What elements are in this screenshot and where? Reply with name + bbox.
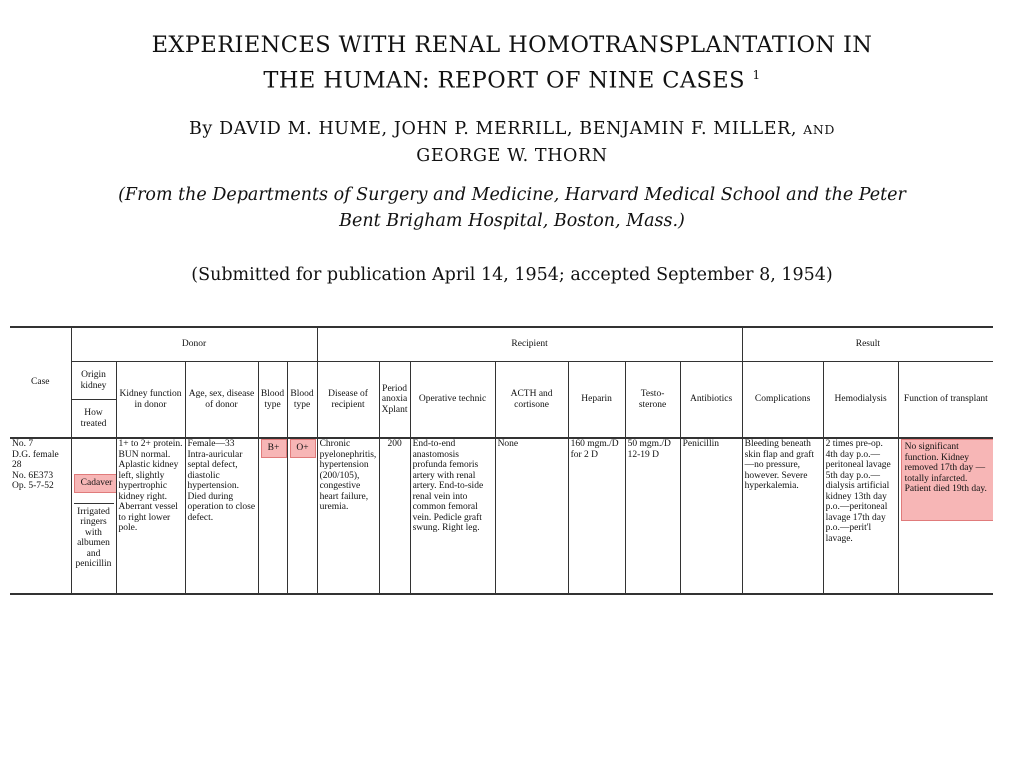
title-line-2: THE HUMAN: REPORT OF NINE CASES [263, 67, 745, 94]
case-operation-date: Op. 5-7-52 [12, 481, 54, 491]
col-header-blood-type-donor: Blood type [258, 362, 287, 439]
author-list [0, 116, 1024, 170]
col-header-complications: Complications [742, 362, 823, 439]
cell-age-sex-disease: Female—33 Intra-auricular septal defect, diastolic hypertension. Died during operation to close defect. [185, 438, 258, 594]
case-table-wrapper [10, 326, 993, 600]
col-header-testosterone: Testo-sterone [625, 362, 680, 439]
cell-kidney-function: 1+ to 2+ protein. BUN normal. Aplastic kidney left, slightly hypertrophic kidney right. Aberrant vessel to right lower pole. [116, 438, 185, 594]
case-patient: D.G. female 28 [12, 449, 59, 470]
authors-and: AND [803, 122, 836, 137]
col-header-acth: ACTH and cortisone [495, 362, 568, 439]
authors-line-1: DAVID M. HUME, JOHN P. MERRILL, BENJAMIN F. MILLER, [219, 119, 798, 139]
group-header-result: Result [742, 327, 993, 362]
col-header-kidney-function: Kidney function in donor [116, 362, 185, 439]
header-column-row [10, 362, 993, 400]
title-footnote-marker: 1 [752, 68, 761, 82]
col-header-blood-type-recipient: Blood type [287, 362, 317, 439]
cell-antibiotics: Penicillin [680, 438, 742, 594]
affiliation [0, 182, 1024, 234]
case-table [10, 326, 993, 595]
cell-blood-type-donor [258, 438, 287, 594]
group-header-recipient: Recipient [317, 327, 742, 362]
cell-function [898, 438, 993, 594]
cell-testosterone: 50 mgm./D 12-19 D [625, 438, 680, 594]
col-header-period-anoxia: Period anoxia Xplant [379, 362, 410, 439]
authors-by: By [188, 119, 213, 139]
title-line-1: EXPERIENCES WITH RENAL HOMOTRANSPLANTATION IN [151, 32, 873, 58]
col-header-age-sex-disease: Age, sex, disease of donor [185, 362, 258, 439]
submitted-text: (Submitted for publication April 14, 1954; accepted September 8, 1954) [191, 265, 833, 285]
col-header-antibiotics: Antibiotics [680, 362, 742, 439]
header-group-row [10, 327, 993, 362]
submission-dates [0, 262, 1024, 288]
cell-origin-how [71, 438, 116, 594]
col-header-disease: Disease of recipient [317, 362, 379, 439]
col-header-case: Case [10, 327, 71, 438]
cell-heparin: 160 mgm./D for 2 D [568, 438, 625, 594]
col-header-heparin: Heparin [568, 362, 625, 439]
col-header-operative: Operative technic [410, 362, 495, 439]
blood-type-recipient-highlight: O+ [290, 439, 316, 458]
cell-acth: None [495, 438, 568, 594]
col-header-origin: Origin kidney [71, 362, 116, 400]
authors-line-2: GEORGE W. THORN [416, 146, 608, 166]
cell-operative: End-to-end anastomosis profunda femoris artery with renal artery. End-to-side renal vein into common femoral vein. Pedicle graft swung. Right leg. [410, 438, 495, 594]
cell-blood-type-recipient [287, 438, 317, 594]
affiliation-line-1: (From the Departments of Surgery and Medicine, Harvard Medical School and the Peter [118, 185, 906, 205]
col-header-function: Function of transplant [898, 362, 993, 439]
cell-complications: Bleeding beneath skin flap and graft —no pressure, however. Severe hyperkalemia. [742, 438, 823, 594]
origin-kidney-highlight: Cadaver [74, 474, 117, 493]
cell-period-anoxia: 200 [379, 438, 410, 594]
case-number: No. 7 [12, 439, 34, 449]
paper-title [0, 30, 1024, 96]
cell-case [10, 438, 71, 594]
case-record-number: No. 6E373 [12, 470, 54, 481]
group-header-donor: Donor [71, 327, 317, 362]
cell-disease: Chronic pyelonephritis, hypertension (200/105), congestive heart failure, uremia. [317, 438, 379, 594]
col-header-hemodialysis: Hemodialysis [823, 362, 898, 439]
how-treated-value: Irrigated ringers with albumen and penicillin [74, 503, 114, 573]
col-header-how-treated: How treated [71, 400, 116, 439]
blood-type-donor-highlight: B+ [261, 439, 287, 458]
affiliation-line-2: Bent Brigham Hospital, Boston, Mass.) [339, 211, 685, 231]
cell-hemodialysis: 2 times pre-op. 4th day p.o.—peritoneal lavage 5th day p.o.—dialysis artificial kidney 13th day p.o.—peritoneal lavage 17th day p.o.—perit'l lavage. [823, 438, 898, 594]
table-row [10, 438, 993, 594]
function-highlight: No significant function. Kidney removed 17th day —totally infarcted. Patient died 19th day. [901, 439, 994, 521]
